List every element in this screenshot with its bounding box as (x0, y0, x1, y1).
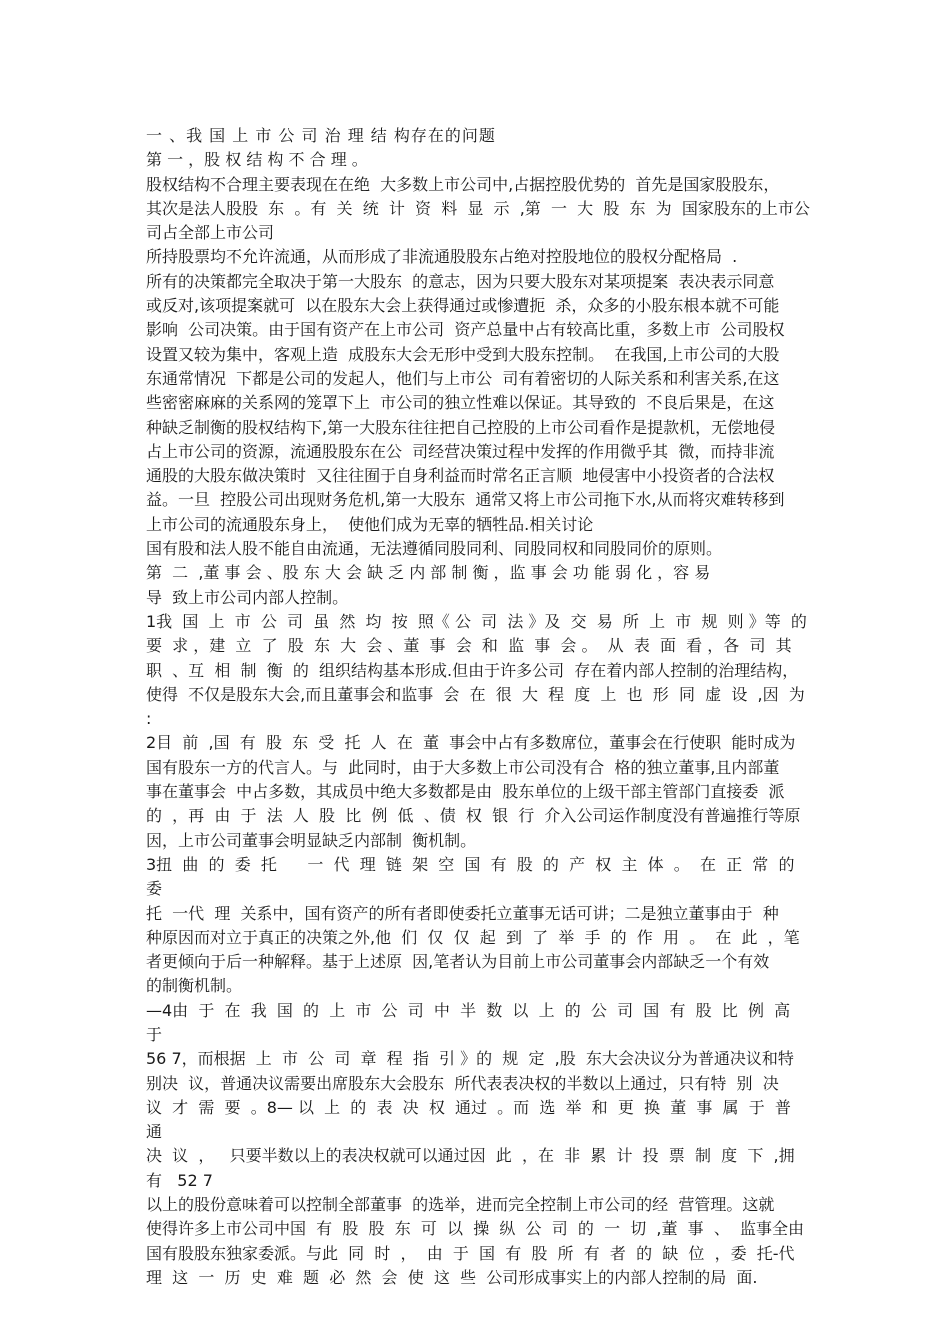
text-line: 股权结构不合理主要表现在在绝 大多数上市公司中,占据控股优势的 首先是国家股股东， (146, 174, 780, 194)
text-line: 别决 议，普通决议需要出席股东大会股东 所代表表决权的半数以上通过，只有特 别 决 (146, 1073, 779, 1093)
text-line: 理 这 一 历 史 难 题 必 然 会 使 这 些 公司形成事实上的内部人控制的局 面. (146, 1267, 758, 1287)
text-line: 上市公司的流通股东身上， 使他们成为无辜的牺牲品.相关讨论 (146, 514, 594, 534)
text-line: 使得许多上市公司中国 有 股 股 东 可 以 操 纵 公 司 的 一 切 ,董 事 、 监事全由 (146, 1219, 805, 1239)
text-line: 职 、互 相 制 衡 的 组织结构基本形成.但由于许多公司 存在着内部人控制的治理结构， (146, 660, 799, 680)
text-line: 司占全部上市公司 (146, 223, 275, 243)
section-heading: 一 、我 国 上 市 公 司 治 理 结 构存在的问题 (146, 126, 496, 145)
text-line: 所有的决策都完全取决于第一大股东 的意志，因为只要大股东对某项提案 表决表示同意 (146, 271, 775, 291)
text-line: 1我 国 上 市 公 司 虽 然 均 按 照《 公 司 法 》及 交 易 所 上 市 规 则 》等 的 (146, 611, 807, 631)
text-line: —4由 于 在 我 国 的 上 市 公 司 中 半 数 以 上 的 公 司 国 有 股 比 例 高 于 (146, 1000, 801, 1044)
text-line: 的制衡机制。 (146, 976, 243, 996)
text-line: 事在董事会 中占多数，其成员中绝大多数都是由 股东单位的上级干部主管部门直接委 派 (146, 782, 785, 802)
text-line: 因，上市公司董事会明显缺乏内部制 衡机制。 (146, 830, 477, 850)
text-line: 国有股股东独家委派。与此 同 时 ， 由 于 国 有 股 所 有 者 的 缺 位 ，委 托-代 (146, 1243, 795, 1263)
text-line: 以上的股份意味着可以控制全部董事 的选举，进而完全控制上市公司的经 营管理。这就 (146, 1195, 775, 1215)
subsection-heading: 第 一 ，股 权 结 构 不 合 理 。 (146, 150, 368, 170)
text-line: 者更倾向于后一种解释。基于上述原 因,笔者认为目前上市公司董事会内部缺乏一个有效 (146, 952, 770, 972)
text-line: 有 52 7 (146, 1170, 213, 1190)
text-line: 通股的大股东做决策时 又往往囿于自身利益而时常名正言顺 地侵害中小投资者的合法权 (146, 466, 775, 486)
text-line: 其次是法人股股 东 。有 关 统 计 资 料 显 示 ,第 一 大 股 东 为 国家股东的上市公 (146, 198, 810, 218)
text-line: 影响 公司决策。由于国有资产在上市公司 资产总量中占有较高比重，多数上市 公司股权 (146, 320, 785, 340)
text-line: 导 致上市公司内部人控制。 (146, 587, 349, 607)
text-line: 东通常情况 下都是公司的发起人，他们与上市公 司有着密切的人际关系和利害关系,在这 (146, 368, 780, 388)
text-line: 国有股东一方的代言人。与 此同时，由于大多数上市公司没有合 格的独立董事,且内部董 (146, 757, 780, 777)
subsection-heading: 第 二 ,董 事 会 、股 东 大 会 缺 乏 内 部 制 衡 ，监 事 会 功 能 弱 化 ，容 易 (146, 563, 711, 583)
text-line: 些密密麻麻的关系网的笼罩下上 市公司的独立性难以保证。其导致的 不良后果是，在这 (146, 393, 775, 413)
text-line: 益。一旦 控股公司出现财务危机,第一大股东 通常又将上市公司拖下水,从而将灾难转移到 (146, 490, 785, 510)
text-line: 占上市公司的资源，流通股股东在公 司经营决策过程中发挥的作用微乎其 微，而持非流 (146, 441, 775, 461)
text-line: 2目 前 ,国 有 股 东 受 托 人 在 董 事会中占有多数席位，董事会在行使职 能时成为 (146, 733, 796, 753)
text-line: 要 求 ，建 立 了 股 东 大 会 、董 事 会 和 监 事 会 。 从 表 面 看 ，各 司 其 (146, 636, 792, 656)
text-line: 托 一代 理 关系中，国有资产的所有者即使委托立董事无话可讲；二是独立董事由于 种 (146, 903, 779, 923)
text-line: 56 7，而根据 上 市 公 司 章 程 指 引 》的 规 定 ,股 东大会决议分为普通决议和特 (146, 1049, 794, 1069)
text-line: 的 ，再 由 于 法 人 股 比 例 低 、债 权 银 行 介入公司运作制度没有普遍推行等原 (146, 806, 801, 826)
text-line: 3扭 曲 的 委 托 一 代 理 链 架 空 国 有 股 的 产 权 主 体 。 在 正 常 的 委 (146, 854, 805, 899)
text-line: 所持股票均不允许流通，从而形成了非流通股股东占绝对控股地位的股权分配格局 . (146, 247, 738, 267)
text-line: 设置又较为集中，客观上造 成股东大会无形中受到大股东控制。 在我国,上市公司的大股 (146, 344, 780, 364)
text-line: 使得 不仅是股东大会,而且董事会和监事 会 在 很 大 程 度 上 也 形 同 虚 设 ,因 为 : (146, 684, 810, 729)
text-line: 国有股和法人股不能自由流通，无法遵循同股同利、同股同权和同股同价的原则。 (146, 539, 723, 559)
text-line: 决 议 ， 只要半数以上的表决权就可以通过因 此 ，在 非 累 计 投 票 制 度 下 ,拥 (146, 1146, 795, 1166)
text-line: 或反对,该项提案就可 以在股东大会上获得通过或惨遭扼 杀，众多的小股东根本就不可能 (146, 296, 780, 316)
text-line: 种原因而对立于真正的决策之外,他 们 仅 仅 起 到 了 举 手 的 作 用 。 在 此 ，笔 (146, 927, 800, 947)
text-line: 种缺乏制衡的股权结构下,第一大股东往往把自己控股的上市公司看作是提款机，无偿地侵 (146, 417, 776, 437)
text-line: 议 才 需 要 。8— 以 上 的 表 决 权 通过 。而 选 举 和 更 换 董 事 属 于 普 通 (146, 1097, 802, 1142)
document-body (146, 124, 812, 1290)
